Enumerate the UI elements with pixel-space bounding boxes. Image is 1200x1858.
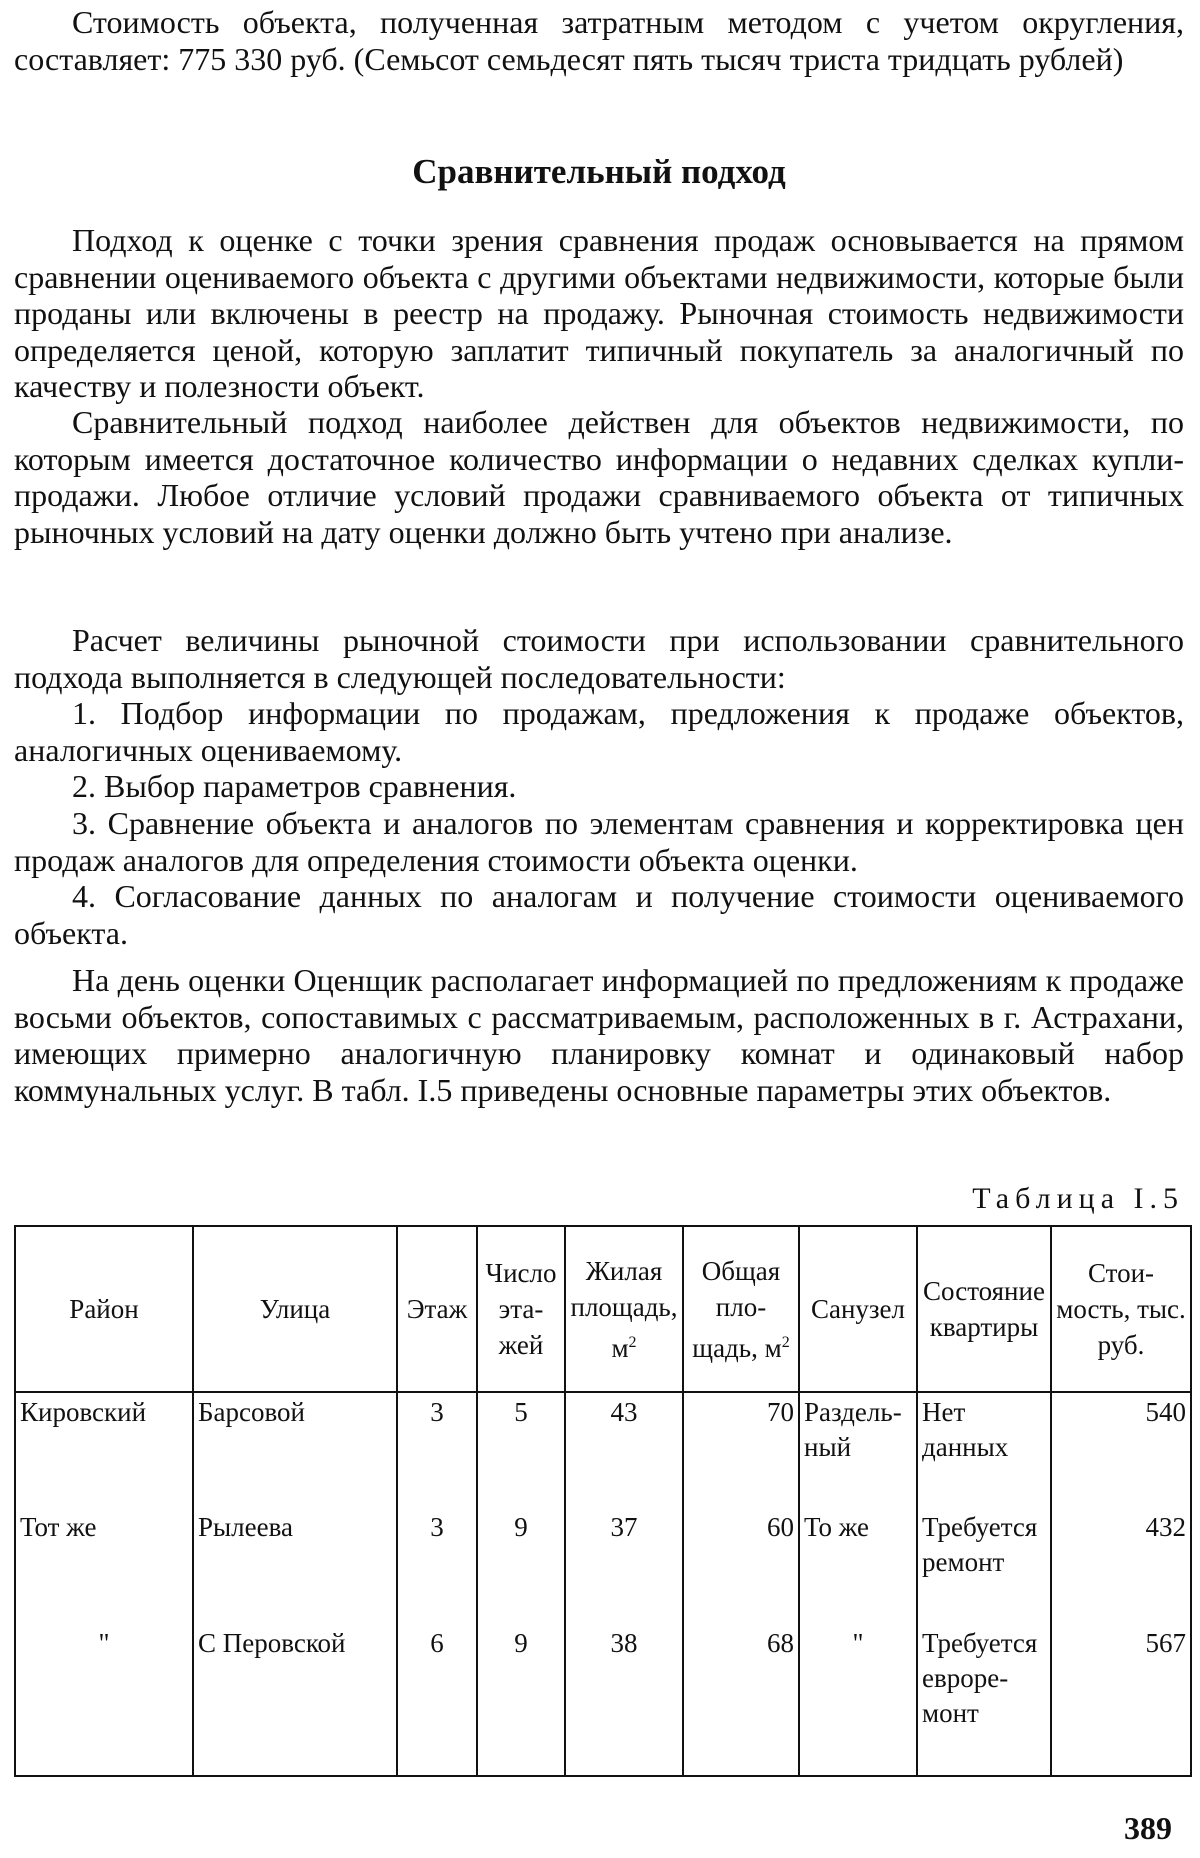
cell-floors-total: 5 [477, 1392, 565, 1508]
header-total-area: Общая площадь, $м^2$ [683, 1226, 799, 1392]
table-header-row [15, 1226, 1191, 1392]
section-title: Сравнительный подход [412, 152, 786, 191]
table-caption: Таблица I.5 [972, 1182, 1184, 1215]
step-4: 4. Согласование данных по аналогам и получение стоимости оцениваемого объекта. [14, 878, 1184, 951]
header-condition: Состояние квартиры [917, 1226, 1051, 1392]
cell-street: Рылеева [193, 1508, 397, 1624]
cell-living-area: 43 [565, 1392, 683, 1508]
header-floors-total: Число этажей [477, 1226, 565, 1392]
cell-condition: Требуется евроремонт [917, 1624, 1051, 1776]
paragraph-2: Сравнительный подход наиболее действен для объектов недвижимости, по которым имеется достаточное количество информации о недавних сделках купли-продажи. Любое отличие условий продажи сравниваемого объекта от типичных рыночных условий на дату оценки должно быть учтено при анализе. [14, 404, 1184, 550]
header-street: Улица [193, 1226, 397, 1392]
intro-paragraph: Стоимость объекта, полученная затратным методом с учетом округления, составляет: 775 330 руб. (Семьсот семьдесят пять тысяч триста тридцать рублей) [14, 4, 1184, 77]
header-bathroom: Санузел [799, 1226, 917, 1392]
header-district: Район [15, 1226, 193, 1392]
step-3: 3. Сравнение объекта и аналогов по элементам сравнения и корректировка цен продаж аналогов для определения стоимости объекта оценки. [14, 805, 1184, 878]
paragraph-1: Подход к оценке с точки зрения сравнения продаж основывается на прямом сравнении оцениваемого объекта с другими объектами недвижимости, которые были проданы или включены в реестр на продажу. Рыночная стоимость недвижимости определяется ценой, которую заплатит типичный покупатель за аналогичный по качеству и полезности объект. [14, 222, 1184, 405]
cell-floors-total: 9 [477, 1508, 565, 1624]
table-row [15, 1624, 1191, 1776]
cell-living-area: 38 [565, 1624, 683, 1776]
cell-living-area: 37 [565, 1508, 683, 1624]
cell-total-area: 68 [683, 1624, 799, 1776]
table-row [15, 1392, 1191, 1508]
cell-street: С Перовской [193, 1624, 397, 1776]
cell-total-area: 70 [683, 1392, 799, 1508]
cell-street: Барсовой [193, 1392, 397, 1508]
cell-floors-total: 9 [477, 1624, 565, 1776]
cell-floor: 3 [397, 1392, 477, 1508]
cell-bathroom: То же [799, 1508, 917, 1624]
cell-condition: Нет данных [917, 1392, 1051, 1508]
cell-total-area: 60 [683, 1508, 799, 1624]
cell-floor: 3 [397, 1508, 477, 1624]
cell-price: 567 [1051, 1624, 1191, 1776]
objects-table [14, 1225, 1192, 1777]
paragraph-3: Расчет величины рыночной стоимости при использовании сравнительного подхода выполняется в следующей последовательности: [14, 622, 1184, 695]
closing-paragraph: На день оценки Оценщик располагает информацией по предложениям к продаже восьми объектов, сопоставимых с рассматриваемым, расположенных в г. Астрахани, имеющих примерно аналогичную планировку комнат и одинаковый набор коммунальных услуг. В табл. I.5 приведены основные параметры этих объектов. [14, 962, 1184, 1108]
cell-bathroom: " [799, 1624, 917, 1776]
cell-condition: Требуется ремонт [917, 1508, 1051, 1624]
header-price: Стоимость, тыс. руб. [1051, 1226, 1191, 1392]
cell-floor: 6 [397, 1624, 477, 1776]
cell-district: Кировский [15, 1392, 193, 1508]
page-number: 389 [1124, 1810, 1172, 1846]
cell-price: 432 [1051, 1508, 1191, 1624]
cell-district: " [15, 1624, 193, 1776]
step-2: 2. Выбор параметров сравнения. [72, 768, 517, 804]
cell-price: 540 [1051, 1392, 1191, 1508]
header-living-area: Жилая площадь, $м^2$ [565, 1226, 683, 1392]
header-floor: Этаж [397, 1226, 477, 1392]
table-row [15, 1508, 1191, 1624]
cell-bathroom: Раздельный [799, 1392, 917, 1508]
step-1: 1. Подбор информации по продажам, предложения к продаже объектов, аналогичных оцениваемому. [14, 695, 1184, 768]
cell-district: Тот же [15, 1508, 193, 1624]
